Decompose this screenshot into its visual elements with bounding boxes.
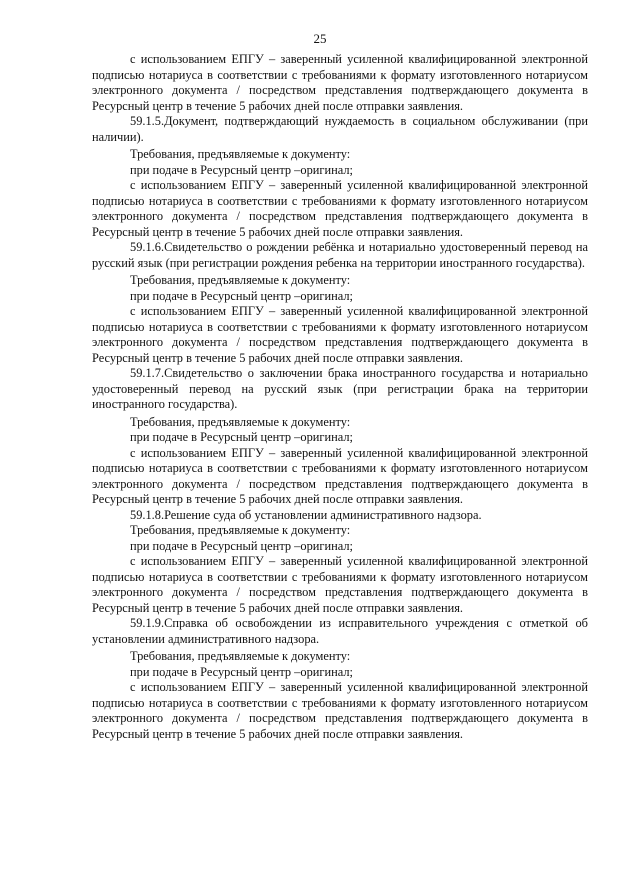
paragraph-epgu-certification: с использованием ЕПГУ – заверенный усиленной квалифицированной электронной подписью нотариуса в соответствии с требованиями к формату изготовленного нотариусом электронного документа / посредством представления подтверждающего документа в Ресурсный центр в течение 5 рабочих дней после отправки заявления. xyxy=(92,178,588,239)
paragraph-resource-center-original: при подаче в Ресурсный центр –оригинал; xyxy=(130,664,353,679)
paragraph-epgu-certification: с использованием ЕПГУ – заверенный усиленной квалифицированной электронной подписью нотариуса в соответствии с требованиями к формату изготовленного нотариусом электронного документа / посредством представления подтверждающего документа в Ресурсный центр в течение 5 рабочих дней после отправки заявления. xyxy=(92,304,588,365)
paragraph-resource-center-original: при подаче в Ресурсный центр –оригинал; xyxy=(130,538,353,553)
paragraph-requirements: Требования, предъявляемые к документу: xyxy=(130,523,351,537)
paragraph-item-59-1-8: 59.1.8.Решение суда об установлении административного надзора. xyxy=(130,507,482,522)
paragraph-epgu-certification: с использованием ЕПГУ – заверенный усиленной квалифицированной электронной подписью нотариуса в соответствии с требованиями к формату изготовленного нотариусом электронного документа / посредством представления подтверждающего документа в Ресурсный центр в течение 5 рабочих дней после отправки заявления. xyxy=(92,52,588,113)
page-number: 25 xyxy=(313,31,327,46)
paragraph-item-59-1-6: 59.1.6.Свидетельство о рождении ребёнка и нотариально удостоверенный перевод на русский язык (при регистрации рождения ребенка на территории иностранного государства). xyxy=(92,240,588,270)
document-body xyxy=(92,52,588,742)
paragraph-epgu-certification: с использованием ЕПГУ – заверенный усиленной квалифицированной электронной подписью нотариуса в соответствии с требованиями к формату изготовленного нотариусом электронного документа / посредством представления подтверждающего документа в Ресурсный центр в течение 5 рабочих дней после отправки заявления. xyxy=(92,445,588,506)
paragraph-item-59-1-7: 59.1.7.Свидетельство о заключении брака иностранного государства и нотариально удостоверенный перевод на русский язык (при регистрации брака на территории иностранного государства). xyxy=(92,366,588,411)
paragraph-resource-center-original: при подаче в Ресурсный центр –оригинал; xyxy=(130,162,353,177)
paragraph-item-59-1-5: 59.1.5.Документ, подтверждающий нуждаемость в социальном обслуживании (при наличии). xyxy=(92,114,588,144)
paragraph-resource-center-original: при подаче в Ресурсный центр –оригинал; xyxy=(130,430,353,444)
paragraph-epgu-certification: с использованием ЕПГУ – заверенный усиленной квалифицированной электронной подписью нотариуса в соответствии с требованиями к формату изготовленного нотариусом электронного документа / посредством представления подтверждающего документа в Ресурсный центр в течение 5 рабочих дней после отправки заявления. xyxy=(92,554,588,615)
paragraph-requirements: Требования, предъявляемые к документу: xyxy=(130,649,351,663)
paragraph-requirements: Требования, предъявляемые к документу: xyxy=(130,147,351,161)
paragraph-item-59-1-9: 59.1.9.Справка об освобождении из исправительного учреждения с отметкой об установлении административного надзора. xyxy=(92,616,588,646)
paragraph-resource-center-original: при подаче в Ресурсный центр –оригинал; xyxy=(130,288,353,303)
paragraph-requirements: Требования, предъявляемые к документу: xyxy=(130,273,351,287)
paragraph-epgu-certification: с использованием ЕПГУ – заверенный усиленной квалифицированной электронной подписью нотариуса в соответствии с требованиями к формату изготовленного нотариусом электронного документа / посредством представления подтверждающего документа в Ресурсный центр в течение 5 рабочих дней после отправки заявления. xyxy=(92,680,588,741)
paragraph-requirements: Требования, предъявляемые к документу: xyxy=(130,414,351,429)
